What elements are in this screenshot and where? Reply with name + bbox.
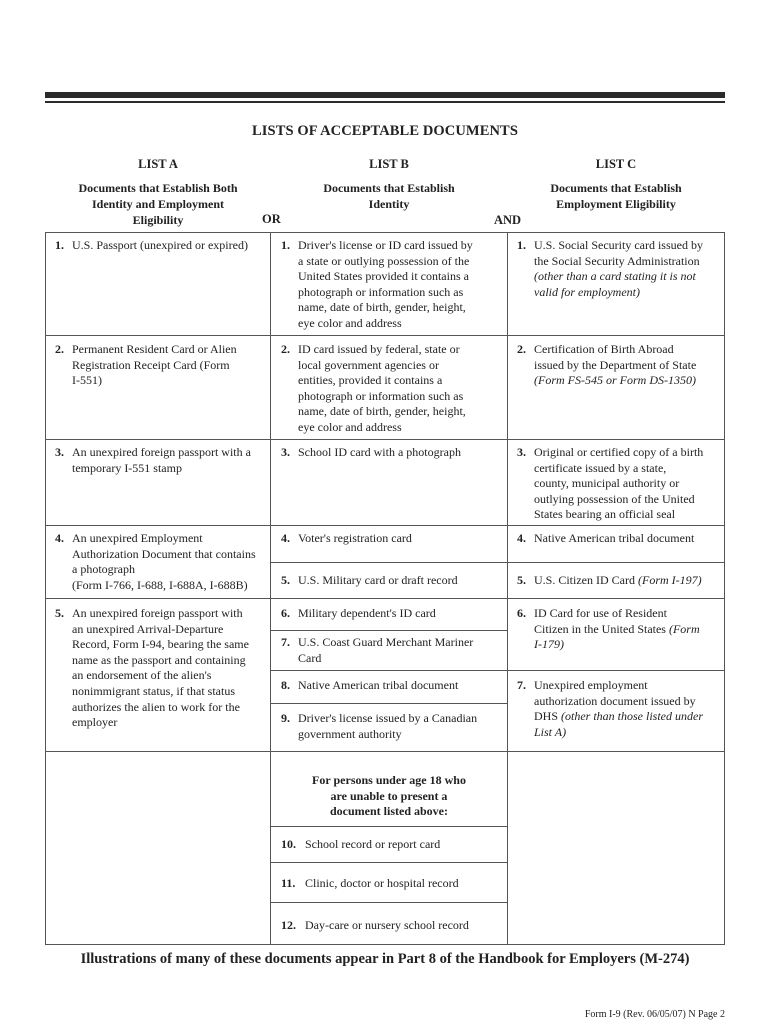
item-number: 1. [55, 238, 64, 252]
item-number: 2. [281, 342, 290, 356]
item-text: Clinic, doctor or hospital record [305, 876, 459, 890]
item-number: 4. [517, 531, 526, 545]
row-divider [271, 630, 507, 631]
handbook-note: Illustrations of many of these documents appear in Part 8 of the Handbook for Employers (M-274) [80, 951, 690, 967]
list-c-label: LIST C [595, 157, 637, 171]
item-number: 2. [517, 342, 526, 356]
list-a-item-2 [55, 342, 267, 389]
item-text: entities, provided it contains a [298, 373, 443, 388]
item-text: Voter's registration card [298, 531, 412, 545]
item-text: An unexpired foreign passport with [72, 606, 243, 620]
item-number: 4. [281, 531, 290, 545]
list-b-item-5 [281, 573, 505, 589]
list-a-subtitle-3: Eligibility [132, 213, 184, 227]
form-page-identifier: Form I-9 (Rev. 06/05/07) N Page 2 [584, 1009, 725, 1020]
item-text: Record, Form I-94, bearing the same [72, 637, 249, 652]
header-rule-thin [45, 101, 725, 103]
item-text: Native American tribal document [298, 678, 459, 692]
list-a-item-3 [55, 445, 267, 476]
item-note: valid for employment) [534, 284, 640, 299]
item-text: Citizen in the United States [534, 621, 666, 636]
item-text: Permanent Resident Card or Alien [72, 342, 237, 356]
item-text: Driver's license issued by a Canadian [298, 711, 478, 725]
row-divider [45, 598, 725, 599]
item-number: 1. [281, 238, 290, 252]
list-b-subtitle-1: Documents that Establish [323, 181, 455, 195]
list-b-subtitle-2: Identity [368, 197, 410, 211]
list-a-label: LIST A [138, 157, 178, 171]
item-note: (other than a card stating it is not [534, 269, 696, 284]
item-number: 3. [55, 445, 64, 459]
list-c-item-6 [517, 606, 722, 653]
item-text: U.S. Passport (unexpired or expired) [72, 238, 248, 252]
row-divider [271, 562, 725, 563]
header-rule-thick [45, 92, 725, 98]
item-number: 5. [281, 573, 290, 587]
column-divider-b-c [507, 232, 508, 945]
item-text: a photograph [72, 562, 135, 577]
item-number: 2. [55, 342, 64, 356]
item-text: eye color and address [298, 315, 402, 330]
item-text: Authorization Document that contains [72, 546, 256, 561]
item-text: certificate issued by a state, [534, 460, 667, 475]
item-text: name as the passport and containing [72, 652, 246, 667]
list-a-subtitle-1: Documents that Establish Both [78, 181, 238, 195]
list-b-minor-item-12 [281, 918, 505, 934]
item-text: county, municipal authority or [534, 476, 680, 491]
and-connector: AND [494, 213, 522, 227]
list-b-label: LIST B [369, 157, 409, 171]
item-note: I-179) [534, 637, 564, 652]
item-text: nonimmigrant status, if that status [72, 683, 235, 698]
item-number: 5. [517, 573, 526, 587]
item-text: outlying possession of the United [534, 491, 695, 506]
item-text: An unexpired Employment [72, 531, 203, 545]
item-text: an endorsement of the alien's [72, 668, 212, 683]
item-number: 11. [281, 876, 296, 890]
item-text: Native American tribal document [534, 531, 695, 545]
item-text: photograph or information such as [298, 284, 464, 299]
list-c-subtitle-1: Documents that Establish [550, 181, 682, 195]
item-text: ID Card for use of Resident [534, 606, 667, 620]
item-text: temporary I-551 stamp [72, 460, 182, 475]
list-b-minor-item-10 [281, 837, 505, 853]
column-divider-a-b [270, 232, 271, 945]
minors-heading-line: For persons under age 18 who [312, 773, 466, 787]
item-text: DHS [534, 709, 559, 724]
item-text: United States provided it contains a [298, 269, 469, 284]
item-text: employer [72, 715, 118, 730]
item-text: U.S. Military card or draft record [298, 573, 458, 587]
list-a-subtitle-2: Identity and Employment [91, 197, 225, 211]
row-divider [45, 439, 725, 440]
list-a-item-1 [55, 238, 267, 254]
item-number: 12. [281, 918, 296, 932]
row-divider [271, 670, 725, 671]
list-a-header [45, 156, 271, 228]
item-number: 3. [517, 445, 526, 459]
list-b-header [271, 156, 507, 212]
item-number: 1. [517, 238, 526, 252]
item-number: 7. [281, 635, 290, 649]
item-number: 6. [281, 606, 290, 620]
item-text: U.S. Coast Guard Merchant Mariner [298, 635, 474, 649]
item-text: photograph or information such as [298, 388, 464, 403]
row-divider [45, 335, 725, 336]
list-c-header [507, 156, 725, 212]
list-c-item-7 [517, 678, 722, 740]
item-text: Unexpired employment [534, 678, 648, 692]
item-text: U.S. Social Security card issued by [534, 238, 703, 252]
list-b-item-7 [281, 635, 505, 666]
list-c-item-3 [517, 445, 722, 523]
list-c-item-5 [517, 573, 722, 589]
list-a-item-4 [55, 531, 267, 593]
item-text: eye color and address [298, 419, 402, 434]
item-number: 9. [281, 711, 290, 725]
item-text: the Social Security Administration [534, 253, 700, 268]
item-text: local government agencies or [298, 357, 439, 372]
item-note: (Form I-197) [638, 573, 702, 587]
item-text: issued by the Department of State [534, 357, 697, 372]
list-b-item-3 [281, 445, 505, 461]
item-text: government authority [298, 726, 402, 741]
item-text: Certification of Birth Abroad [534, 342, 674, 356]
item-number: 5. [55, 606, 64, 620]
row-divider [271, 703, 507, 704]
item-text: Driver's license or ID card issued by [298, 238, 473, 252]
item-note: (Form [668, 621, 700, 636]
list-a-item-5 [55, 606, 267, 731]
item-number: 10. [281, 837, 296, 851]
list-c-item-1 [517, 238, 722, 300]
minors-heading [271, 773, 507, 820]
item-text: Card [298, 650, 322, 665]
or-connector: OR [262, 212, 281, 226]
item-text: ID card issued by federal, state or [298, 342, 460, 356]
item-number: 8. [281, 678, 290, 692]
list-b-minor-item-11 [281, 876, 505, 892]
list-b-item-6 [281, 606, 505, 622]
item-text: School record or report card [305, 837, 441, 851]
item-text: an unexpired Arrival-Departure [72, 621, 224, 636]
row-divider [45, 525, 725, 526]
list-b-item-2 [281, 342, 505, 436]
row-divider [45, 751, 725, 752]
row-divider [271, 862, 507, 863]
item-note: (Form FS-545 or Form DS-1350) [534, 373, 696, 388]
item-text: School ID card with a photograph [298, 445, 461, 459]
item-text: Original or certified copy of a birth [534, 445, 704, 459]
item-text: a state or outlying possession of the [298, 253, 470, 268]
list-c-item-4 [517, 531, 722, 547]
page-title: LISTS OF ACCEPTABLE DOCUMENTS [252, 123, 518, 139]
item-text: U.S. Citizen ID Card [534, 573, 635, 587]
row-divider [271, 902, 507, 903]
item-note: (other than those listed under [561, 709, 703, 724]
item-note: List A) [534, 724, 567, 739]
item-text: Day-care or nursery school record [305, 918, 469, 932]
item-text: name, date of birth, gender, height, [298, 300, 466, 315]
item-text: (Form I-766, I-688, I-688A, I-688B) [72, 577, 248, 592]
list-b-item-9 [281, 711, 505, 742]
item-text: Military dependent's ID card [298, 606, 436, 620]
minors-heading-line: document listed above: [330, 804, 448, 819]
item-number: 6. [517, 606, 526, 620]
item-text: authorizes the alien to work for the [72, 699, 240, 714]
item-number: 4. [55, 531, 64, 545]
minors-heading-line: are unable to present a [330, 788, 448, 803]
list-b-item-8 [281, 678, 505, 694]
item-text: authorization document issued by [534, 693, 696, 708]
item-text: States bearing an official seal [534, 507, 676, 522]
item-text: Registration Receipt Card (Form [72, 357, 230, 372]
item-text: An unexpired foreign passport with a [72, 445, 251, 459]
item-number: 7. [517, 678, 526, 692]
list-c-subtitle-2: Employment Eligibility [556, 197, 676, 211]
item-text: I-551) [72, 373, 102, 388]
row-divider [271, 826, 507, 827]
list-b-item-4 [281, 531, 505, 547]
item-number: 3. [281, 445, 290, 459]
item-text: name, date of birth, gender, height, [298, 404, 466, 419]
list-c-item-2 [517, 342, 722, 389]
list-b-item-1 [281, 238, 505, 332]
